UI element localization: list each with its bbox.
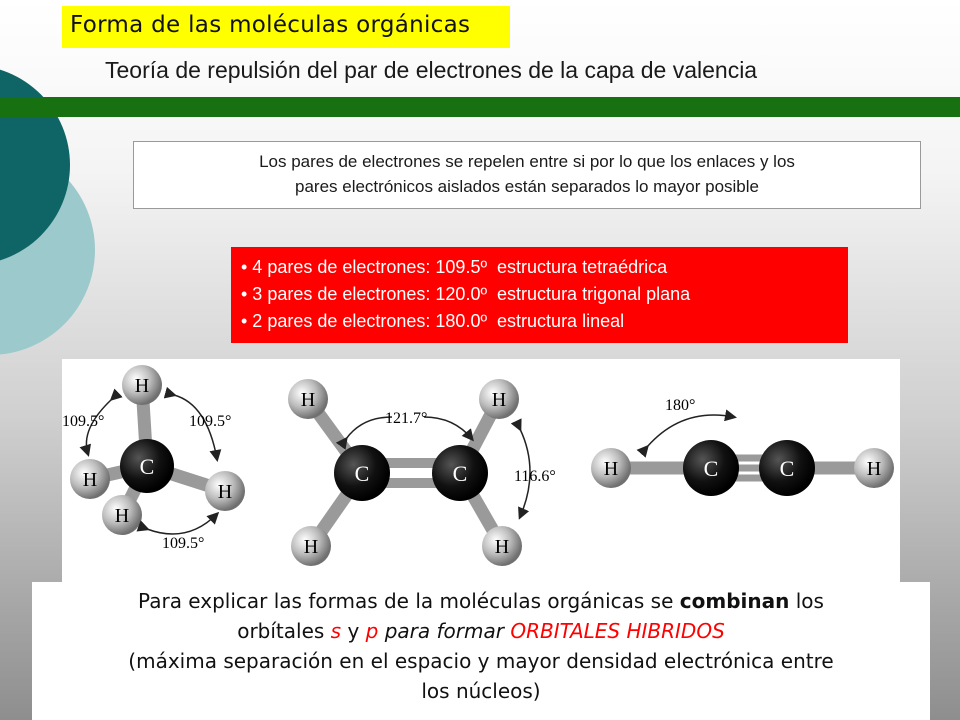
conclusion-text-box bbox=[32, 582, 930, 720]
hybrid-orbitals-term: ORBITALES HIBRIDOS bbox=[510, 619, 725, 643]
intro-text-box bbox=[133, 141, 921, 209]
ethene-molecule bbox=[288, 379, 556, 566]
methane-molecule bbox=[62, 365, 245, 552]
page-title: Forma de las moléculas orgánicas bbox=[62, 6, 510, 48]
methane-c-label: C bbox=[139, 454, 155, 479]
electron-pairs-list bbox=[231, 247, 848, 343]
conclusion-text-2-mid: para formar bbox=[378, 619, 511, 643]
methane-h-bottom-label: H bbox=[114, 505, 130, 527]
conclusion-text-2: orbítales bbox=[237, 619, 331, 643]
methane-angle-arrow-bottom bbox=[147, 514, 217, 534]
conclusion-line-3: (máxima separación en el espacio y mayor densidad electrónica entre bbox=[128, 649, 834, 673]
molecule-illustrations bbox=[62, 359, 900, 583]
ethene-angle-arrow-right bbox=[424, 417, 472, 439]
pairs-item-tetrahedral: • 4 pares de electrones: 109.5º estructura tetraédrica bbox=[241, 257, 668, 277]
methane-angle-right: 109.5° bbox=[189, 413, 232, 430]
ethene-angle-top: 121.7° bbox=[385, 410, 428, 427]
ethyne-h2-label: H bbox=[866, 458, 882, 480]
ethyne-angle: 180° bbox=[665, 397, 696, 414]
side-decoration bbox=[0, 0, 110, 420]
green-divider-bar bbox=[0, 97, 960, 117]
conclusion-line-4: los núcleos) bbox=[421, 679, 541, 703]
pairs-item-linear: • 2 pares de electrones: 180.0º estructura lineal bbox=[241, 311, 625, 331]
methane-angle-left: 109.5° bbox=[62, 413, 105, 430]
conclusion-text-1: Para explicar las formas de la moléculas orgánicas se bbox=[138, 589, 680, 613]
ethyne-c1-label: C bbox=[703, 456, 719, 481]
pairs-item-trigonal: • 3 pares de electrones: 120.0º estructura trigonal plana bbox=[241, 284, 691, 304]
methane-h-right-label: H bbox=[217, 481, 233, 503]
ethene-h1-label: H bbox=[300, 389, 316, 411]
methane-angle-bottom: 109.5° bbox=[162, 535, 205, 552]
ethene-c2-label: C bbox=[452, 461, 468, 486]
conclusion-line-2 bbox=[32, 616, 930, 646]
intro-line-1: Los pares de electrones se repelen entre si por lo que los enlaces y los bbox=[259, 152, 795, 171]
page-subtitle: Teoría de repulsión del par de electrones de la capa de valencia bbox=[105, 57, 758, 83]
ethene-h3-label: H bbox=[491, 389, 507, 411]
conclusion-and: y bbox=[341, 619, 366, 643]
ethyne-h1-label: H bbox=[603, 458, 619, 480]
ethyne-molecule bbox=[591, 397, 894, 496]
orbital-s: s bbox=[330, 619, 342, 643]
methane-h-left-label: H bbox=[82, 469, 98, 491]
conclusion-text-1-end: los bbox=[789, 589, 824, 613]
ethyne-c2-label: C bbox=[779, 456, 795, 481]
ethene-angle-side: 116.6° bbox=[514, 468, 556, 485]
conclusion-line-1 bbox=[32, 586, 930, 616]
ethene-h4-label: H bbox=[494, 536, 510, 558]
ethene-h2-label: H bbox=[303, 536, 319, 558]
ethene-c1-label: C bbox=[354, 461, 370, 486]
orbital-p: p bbox=[365, 619, 379, 643]
methane-h-top-label: H bbox=[134, 375, 150, 397]
conclusion-bold-word: combinan bbox=[679, 589, 790, 613]
intro-line-2: pares electrónicos aislados están separados lo mayor posible bbox=[295, 177, 759, 196]
